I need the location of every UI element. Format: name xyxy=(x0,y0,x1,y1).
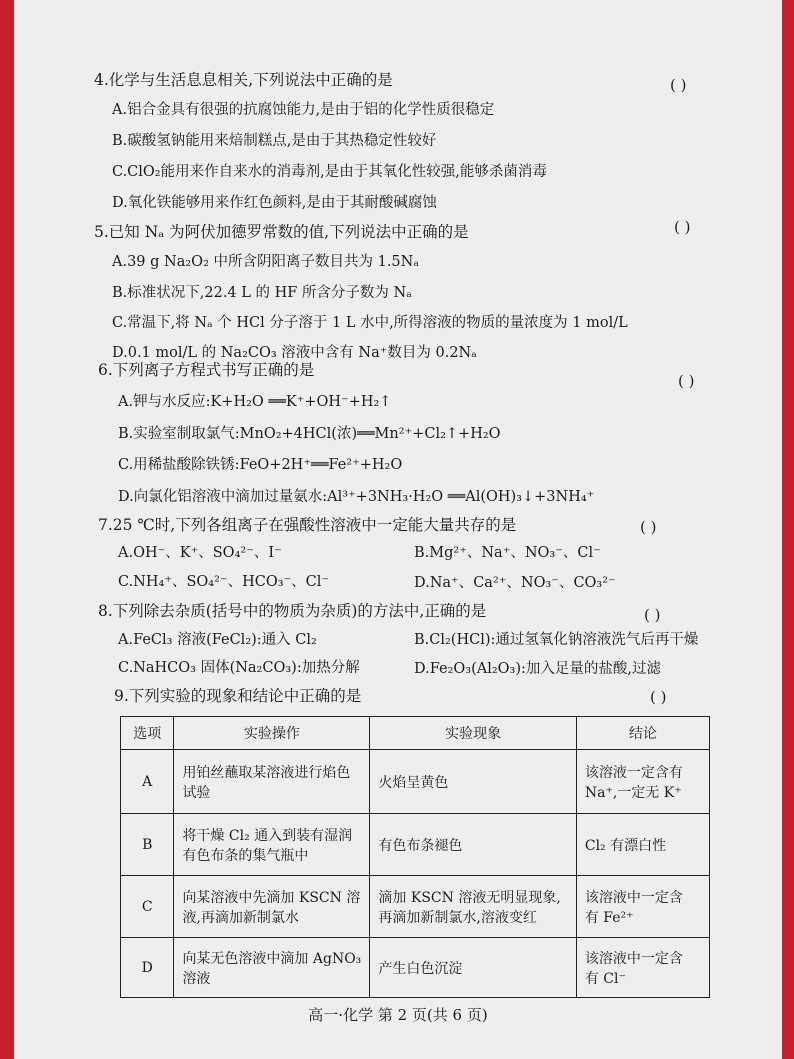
row-c-phenomenon-line1: 滴加 KSCN 溶液无明显现象, xyxy=(378,889,561,906)
q5-answer-paren: ( ) xyxy=(674,218,691,236)
row-a-phenomenon xyxy=(370,750,576,814)
table-row xyxy=(121,938,710,998)
page-footer: 高一·化学 第 2 页(共 6 页) xyxy=(308,1006,488,1024)
q4-answer-paren: ( ) xyxy=(670,76,687,94)
row-d-option: D xyxy=(121,938,174,998)
experiment-table xyxy=(120,716,710,998)
row-c-option: C xyxy=(121,876,174,938)
row-d-operation-line1: 向某无色溶液中滴加 AgNO₃ xyxy=(182,950,362,967)
q4-option-b: B.碳酸氢钠能用来焙制糕点,是由于其热稳定性较好 xyxy=(112,133,437,149)
exam-page xyxy=(14,0,782,1059)
row-a-operation-line1: 用铂丝蘸取某溶液进行焰色 xyxy=(182,764,351,781)
row-a-conclusion xyxy=(576,750,709,814)
row-c-operation xyxy=(174,876,370,938)
q5-option-d: D.0.1 mol/L 的 Na₂CO₃ 溶液中含有 Na⁺数目为 0.2Nₐ xyxy=(112,345,477,361)
q8-option-d: D.Fe₂O₃(Al₂O₃):加入足量的盐酸,过滤 xyxy=(414,661,662,677)
q9-stem: 9.下列实验的现象和结论中正确的是 xyxy=(114,687,362,705)
row-c-operation-line2: 液,再滴加新制氯水 xyxy=(182,909,299,926)
row-d-phenomenon-line1: 产生白色沉淀 xyxy=(378,960,463,977)
row-d-operation-line2: 溶液 xyxy=(182,970,211,987)
row-a-conclusion-line1: 该溶液一定含有 xyxy=(584,764,683,781)
q8-option-c: C.NaHCO₃ 固体(Na₂CO₃):加热分解 xyxy=(118,660,360,676)
row-b-phenomenon-line1: 有色布条褪色 xyxy=(378,837,463,854)
table-row xyxy=(121,814,710,876)
q7-option-a: A.OH⁻、K⁺、SO₄²⁻、I⁻ xyxy=(118,545,282,561)
q8-answer-paren: ( ) xyxy=(644,606,661,624)
row-b-operation xyxy=(174,814,370,876)
row-c-conclusion xyxy=(576,876,709,938)
row-d-operation xyxy=(174,938,370,998)
q8-stem: 8.下列除去杂质(括号中的物质为杂质)的方法中,正确的是 xyxy=(98,602,487,620)
q6-option-a: A.钾与水反应:K+H₂O ══K⁺+OH⁻+H₂↑ xyxy=(118,394,392,410)
row-a-phenomenon-line1: 火焰呈黄色 xyxy=(378,774,449,791)
header-phenomenon: 实验现象 xyxy=(370,717,576,750)
q6-stem: 6.下列离子方程式书写正确的是 xyxy=(98,361,315,379)
table-row xyxy=(121,876,710,938)
q4-option-d: D.氧化铁能够用来作红色颜料,是由于其耐酸碱腐蚀 xyxy=(112,195,437,211)
row-a-operation-line2: 试验 xyxy=(182,784,211,801)
row-b-conclusion xyxy=(576,814,709,876)
q8-option-b: B.Cl₂(HCl):通过氢氧化钠溶液洗气后再干燥 xyxy=(414,632,699,648)
q6-answer-paren: ( ) xyxy=(678,372,695,390)
table-header-row xyxy=(121,717,710,750)
row-b-operation-line1: 将干燥 Cl₂ 通入到装有湿润 xyxy=(182,827,353,844)
row-d-phenomenon xyxy=(370,938,576,998)
q9-answer-paren: ( ) xyxy=(650,688,667,706)
header-operation: 实验操作 xyxy=(174,717,370,750)
q5-option-c: C.常温下,将 Nₐ 个 HCl 分子溶于 1 L 水中,所得溶液的物质的量浓度为 1 mol/L xyxy=(112,315,628,331)
row-a-conclusion-line2: Na⁺,一定无 K⁺ xyxy=(584,784,682,801)
q6-option-b: B.实验室制取氯气:MnO₂+4HCl(浓)══Mn²⁺+Cl₂↑+H₂O xyxy=(118,426,501,442)
row-b-option: B xyxy=(121,814,174,876)
q7-option-d: D.Na⁺、Ca²⁺、NO₃⁻、CO₃²⁻ xyxy=(414,575,616,591)
q5-option-b: B.标准状况下,22.4 L 的 HF 所含分子数为 Nₐ xyxy=(112,285,412,301)
row-b-operation-line2: 有色布条的集气瓶中 xyxy=(182,847,309,864)
q7-option-c: C.NH₄⁺、SO₄²⁻、HCO₃⁻、Cl⁻ xyxy=(118,574,330,590)
q7-answer-paren: ( ) xyxy=(640,518,657,536)
q4-option-a: A.铝合金具有很强的抗腐蚀能力,是由于铝的化学性质很稳定 xyxy=(112,102,495,118)
q6-option-c: C.用稀盐酸除铁锈:FeO+2H⁺══Fe²⁺+H₂O xyxy=(118,457,403,473)
row-b-conclusion-line1: Cl₂ 有漂白性 xyxy=(584,837,667,854)
header-option: 选项 xyxy=(121,717,174,750)
row-d-conclusion xyxy=(576,938,709,998)
row-b-phenomenon xyxy=(370,814,576,876)
row-d-conclusion-line2: 有 Cl⁻ xyxy=(584,970,626,987)
q4-option-c: C.ClO₂能用来作自来水的消毒剂,是由于其氧化性较强,能够杀菌消毒 xyxy=(112,164,547,180)
q4-stem: 4.化学与生活息息相关,下列说法中正确的是 xyxy=(94,71,393,89)
row-c-phenomenon-line2: 再滴加新制氯水,溶液变红 xyxy=(378,909,537,926)
row-c-operation-line1: 向某溶液中先滴加 KSCN 溶 xyxy=(182,889,361,906)
row-c-conclusion-line1: 该溶液中一定含 xyxy=(584,889,683,906)
row-a-operation xyxy=(174,750,370,814)
q6-option-d: D.向氯化铝溶液中滴加过量氨水:Al³⁺+3NH₃·H₂O ══Al(OH)₃↓+3NH₄⁺ xyxy=(118,489,595,505)
q7-stem: 7.25 ℃时,下列各组离子在强酸性溶液中一定能大量共存的是 xyxy=(98,516,517,534)
row-c-phenomenon xyxy=(370,876,576,938)
header-conclusion: 结论 xyxy=(576,717,709,750)
q7-option-b: B.Mg²⁺、Na⁺、NO₃⁻、Cl⁻ xyxy=(414,545,601,561)
row-a-option: A xyxy=(121,750,174,814)
row-d-conclusion-line1: 该溶液中一定含 xyxy=(584,950,683,967)
table-row xyxy=(121,750,710,814)
row-c-conclusion-line2: 有 Fe²⁺ xyxy=(584,909,634,926)
q5-option-a: A.39 g Na₂O₂ 中所含阴阳离子数目共为 1.5Nₐ xyxy=(112,254,419,270)
q8-option-a: A.FeCl₃ 溶液(FeCl₂):通入 Cl₂ xyxy=(118,632,317,648)
q5-stem: 5.已知 Nₐ 为阿伏加德罗常数的值,下列说法中正确的是 xyxy=(94,223,469,241)
